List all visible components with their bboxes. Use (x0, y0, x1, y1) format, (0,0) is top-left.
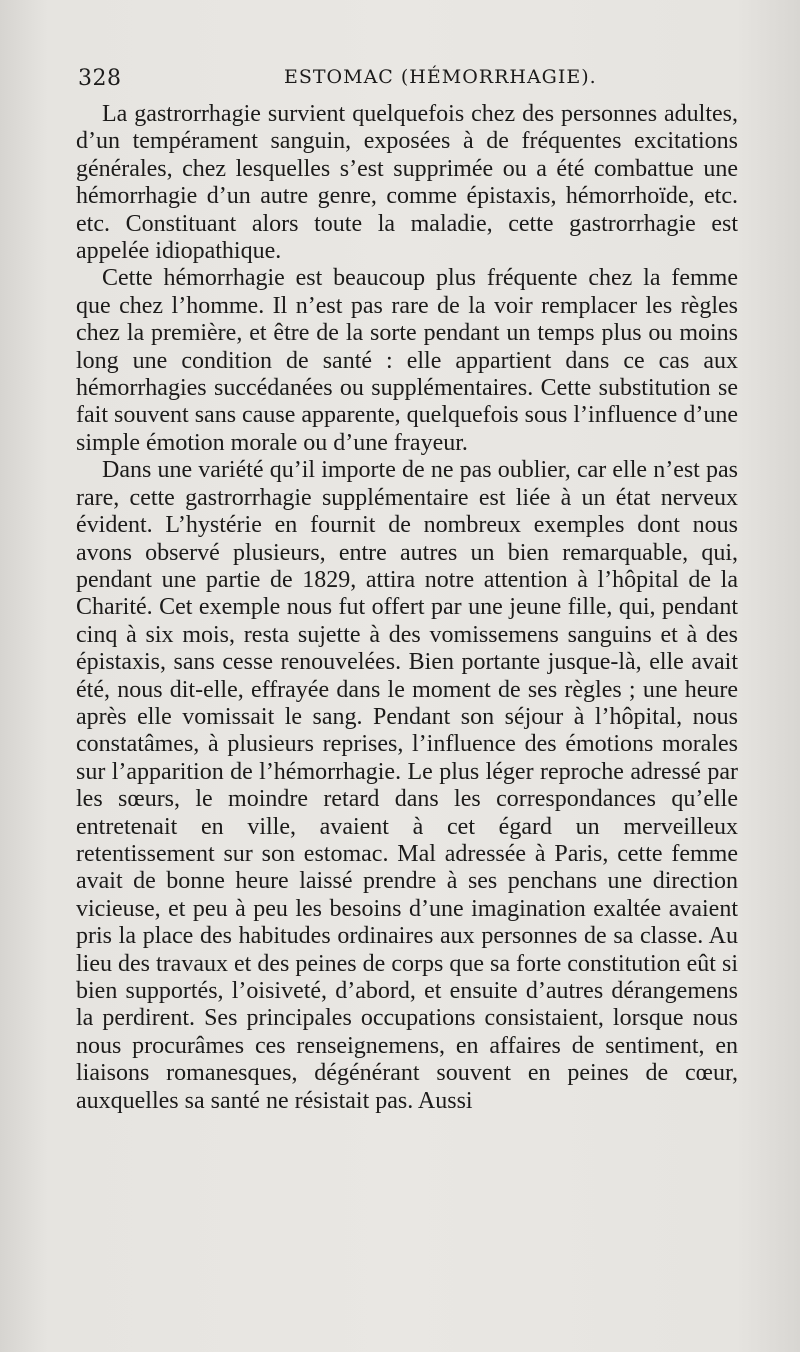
body-text (76, 101, 738, 1115)
page-header (78, 66, 738, 100)
paragraph-2: Cette hémorrhagie est beaucoup plus fréquente chez la femme que chez l’homme. Il n’est pas rare de la voir remplacer les règles chez la première, et être de la sorte pendant un temps plus ou moins long une condition de santé : elle appartient dans ce cas aux hémorrhagies succédanées ou supplémentaires. Cette substitution se fait souvent sans cause apparente, quelquefois sous l’influence d’une simple émotion morale ou d’une frayeur. (76, 265, 738, 456)
running-head: ESTOMAC (HÉMORRHAGIE). (284, 66, 597, 88)
paragraph-3: Dans une variété qu’il importe de ne pas oublier, car elle n’est pas rare, cette gastrorrhagie supplémentaire est liée à un état nerveux évident. L’hystérie en fournit de nombreux exemples dont nous avons observé plusieurs, entre autres un bien remarquable, qui, pendant une partie de 1829, attira notre attention à l’hôpital de la Charité. Cet exemple nous fut offert par une jeune fille, qui, pendant cinq à six mois, resta sujette à des vomissemens sanguins et à des épistaxis, sans cesse renouvelées. Bien portante jusque-là, elle avait été, nous dit-elle, effrayée dans le moment de ses règles ; une heure après elle vomissait le sang. Pendant son séjour à l’hôpital, nous constatâmes, à plusieurs reprises, l’influence des émotions morales sur l’apparition de l’hémorrhagie. Le plus léger reproche adressé par les sœurs, le moindre retard dans les correspondances qu’elle entretenait en ville, avaient à cet égard un merveilleux retentissement sur son estomac. Mal adressée à Paris, cette femme avait de bonne heure laissé prendre à ses penchans une direction vicieuse, et peu à peu les besoins d’une imagination exaltée avaient pris la place des habitudes ordinaires aux personnes de sa classe. Au lieu des travaux et des peines de corps que sa forte constitution eût si bien supportés, l’oisiveté, d’abord, et ensuite d’autres dérangemens la perdirent. Ses principales occupations consistaient, lorsque nous nous procurâmes ces renseignemens, en affaires de sentiment, en liaisons romanesques, dégénérant souvent en peines de cœur, auxquelles sa santé ne résistait pas. Aussi (76, 457, 738, 1114)
page-number: 328 (78, 66, 122, 91)
paragraph-1: La gastrorrhagie survient quelquefois chez des personnes adultes, d’un tempérament sanguin, exposées à de fréquentes excitations générales, chez lesquelles s’est supprimée ou a été combattue une hémorrhagie d’un autre genre, comme épistaxis, hémorrhoïde, etc. etc. Constituant alors toute la maladie, cette gastrorrhagie est appelée idiopathique. (76, 101, 738, 265)
